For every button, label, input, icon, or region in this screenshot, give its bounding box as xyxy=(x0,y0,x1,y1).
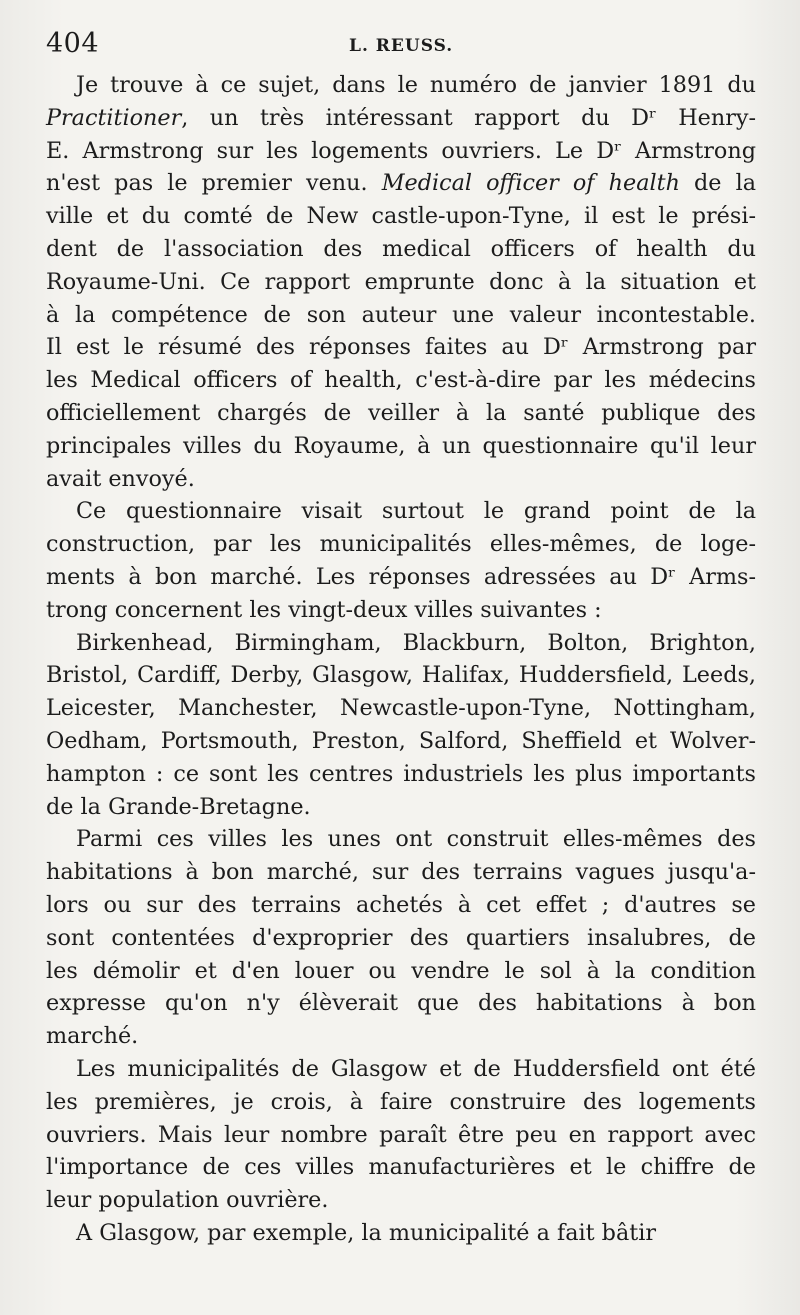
text-line: construction, par les municipalités elles-mêmes, de loge- xyxy=(46,531,756,558)
paragraph xyxy=(46,1217,756,1250)
text-line: les Medical officers of health, c'est-à-dire par les médecins xyxy=(46,367,756,394)
text-line: Ce questionnaire visait surtout le grand point de la xyxy=(76,498,756,525)
text-line: A Glasgow, par exemple, la municipalité a fait bâtir xyxy=(76,1219,656,1246)
text-line: trong concernent les vingt-deux villes suivantes : xyxy=(46,596,602,623)
running-head: L. REUSS. xyxy=(349,36,454,56)
text-line: ville et du comté de New castle-upon-Tyne, il est le prési- xyxy=(46,203,756,230)
text-line: les démolir et d'en louer ou vendre le sol à la condition xyxy=(46,957,756,984)
text-line: expresse qu'on n'y élèverait que des habitations à bon xyxy=(46,990,756,1017)
text-line: Leicester, Manchester, Newcastle-upon-Tyne, Nottingham, xyxy=(46,695,756,722)
text-line: hampton : ce sont les centres industriels les plus importants xyxy=(46,760,756,787)
text-line: Je trouve à ce sujet, dans le numéro de janvier 1891 du xyxy=(76,72,756,98)
text-line: de la Grande-Bretagne. xyxy=(46,793,311,820)
page-header xyxy=(46,28,756,64)
text-line: Birkenhead, Birmingham, Blackburn, Bolton, Brighton, xyxy=(76,629,756,656)
text-line: marché. xyxy=(46,1023,139,1050)
text-line: les premières, je crois, à faire construire des logements xyxy=(46,1088,756,1115)
text-line: leur population ouvrière. xyxy=(46,1187,329,1214)
text-line: principales villes du Royaume, à un questionnaire qu'il leur xyxy=(46,432,756,459)
text-line: n'est pas le premier venu. Medical officer of health de la xyxy=(46,170,757,197)
text-line: Practitioner, un très intéressant rapport du Dʳ Henry- xyxy=(46,104,756,131)
text-line: Royaume-Uni. Ce rapport emprunte donc à la situation et xyxy=(46,268,756,295)
text-line: lors ou sur des terrains achetés à cet effet ; d'autres se xyxy=(46,891,756,918)
paragraph xyxy=(46,69,756,495)
text-line: Les municipalités de Glasgow et de Huddersfield ont été xyxy=(76,1055,756,1082)
text-line: à la compétence de son auteur une valeur incontestable. xyxy=(46,301,756,328)
text-line: Oedham, Portsmouth, Preston, Salford, Sheffield et Wolver- xyxy=(46,727,756,754)
paragraph xyxy=(46,1053,756,1217)
text-line: l'importance de ces villes manufacturières et le chiffre de xyxy=(46,1154,756,1181)
text-line: Bristol, Cardiff, Derby, Glasgow, Halifax, Huddersfield, Leeds, xyxy=(46,662,756,689)
paragraph xyxy=(46,495,756,626)
paragraph xyxy=(46,823,756,1053)
text-line: officiellement chargés de veiller à la santé publique des xyxy=(46,399,756,426)
text-line: habitations à bon marché, sur des terrains vagues jusqu'a- xyxy=(46,859,756,886)
text-line: E. Armstrong sur les logements ouvriers. Le Dʳ Armstrong xyxy=(46,137,756,164)
text-line: ments à bon marché. Les réponses adressées au Dʳ Arms- xyxy=(46,563,756,590)
page-number: 404 xyxy=(46,28,100,59)
text-line: dent de l'association des medical officers of health du xyxy=(46,235,756,262)
text-line: Parmi ces villes les unes ont construit elles-mêmes des xyxy=(76,826,756,853)
text-line: sont contentées d'exproprier des quartiers insalubres, de xyxy=(46,924,756,951)
text-line: ouvriers. Mais leur nombre paraît être peu en rapport avec xyxy=(46,1121,756,1148)
text-line: avait envoyé. xyxy=(46,465,195,492)
paragraph xyxy=(46,627,756,824)
body-text xyxy=(46,69,756,1250)
text-line: Il est le résumé des réponses faites au Dʳ Armstrong par xyxy=(46,334,756,361)
